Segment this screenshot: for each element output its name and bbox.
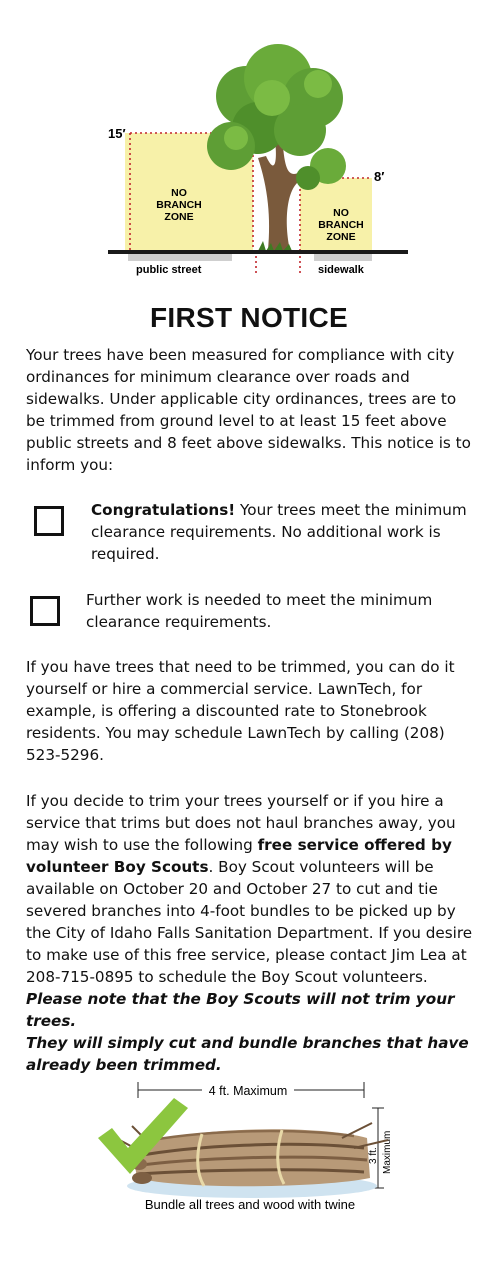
option-work-needed-line: clearance requirements. [86,613,272,631]
scouts-bold: free service offered by [257,836,452,854]
intro-line: public streets and 8 feet above sidewalks. This notice is to [26,434,471,452]
intro-line: inform you: [26,456,114,474]
option-compliant-line: required. [91,545,160,563]
option-compliant-line: clearance requirements. No additional work is [91,523,441,541]
option-work-needed-text [86,589,481,633]
intro-line: be trimmed from ground level to at least 15 feet above [26,412,447,430]
scouts-note: They will simply cut and bundle branches that have [26,1034,469,1052]
scouts-line: available on October 20 and October 27 to cut and tie [26,880,438,898]
zone-right-line3: ZONE [326,231,356,243]
scouts-line: service that trims but does not haul branches away, you [26,814,456,832]
zone-right-line2: BRANCH [318,219,364,231]
checkbox-work-needed[interactable] [30,596,60,626]
bundle-illustration [92,1078,402,1218]
height-label-8ft: 8′ [374,169,385,184]
scouts-line: the City of Idaho Falls Sanitation Department. If you desire [26,924,473,942]
scouts-line: may wish to use the following [26,836,258,854]
height-value: 3 ft. [368,1147,379,1164]
scouts-note: already been trimmed. [26,1056,222,1074]
option-compliant-text [91,499,481,565]
intro-line: sidewalks. Under applicable city ordinances, trees are to [26,390,457,408]
checkbox-trees-compliant[interactable] [34,506,64,536]
scouts-line: severed branches into 4-foot bundles to be picked up by [26,902,456,920]
page-title: FIRST NOTICE [149,302,349,333]
intro-line: ordinances for minimum clearance over roads and [26,368,410,386]
trim-line: yourself or hire a commercial service. LawnTech, for [26,680,423,698]
zone-left-line2: BRANCH [156,199,202,211]
trim-line: example, is offering a discounted rate to Stonebrook [26,702,427,720]
option-compliant-bold: Congratulations! [91,501,236,519]
label-sidewalk: sidewalk [318,264,364,276]
ground-line [108,250,408,254]
intro-line: Your trees have been measured for compliance with city [26,346,455,364]
intro-paragraph [26,344,474,476]
length-label: 4 ft. Maximum [208,1084,288,1098]
trimming-paragraph [26,656,474,766]
clearance-diagram [108,38,408,278]
zone-left-line1: NO [171,187,187,199]
street-surface [128,254,232,261]
height-label: Maximum [382,1130,393,1174]
trim-line: If you have trees that need to be trimmed, you can do it [26,658,455,676]
trim-line: 523-5296. [26,746,104,764]
scouts-note: Please note that the Boy Scouts will not trim your trees. [26,990,455,1030]
scouts-line: to make use of this free service, please contact Jim Lea at [26,946,467,964]
scouts-bold: volunteer Boy Scouts [26,858,209,876]
scouts-line: 208-715-0895 to schedule the Boy Scout volunteers. [26,968,428,986]
scouts-line: If you decide to trim your trees yourself or if you hire a [26,792,444,810]
boy-scouts-paragraph [26,790,474,1076]
sidewalk-surface [314,254,372,261]
bundle-caption: Bundle all trees and wood with twine [144,1197,356,1212]
option-compliant-line: Your trees meet the minimum [235,501,467,519]
zone-right-line1: NO [333,207,349,219]
trim-line: residents. You may schedule LawnTech by calling (208) [26,724,445,742]
scouts-line: . Boy Scout volunteers will be [208,858,434,876]
height-label-15ft: 15′ [108,126,126,141]
label-public-street: public street [136,264,202,276]
zone-left-line3: ZONE [164,211,194,223]
option-work-needed-line: Further work is needed to meet the minimum [86,591,433,609]
